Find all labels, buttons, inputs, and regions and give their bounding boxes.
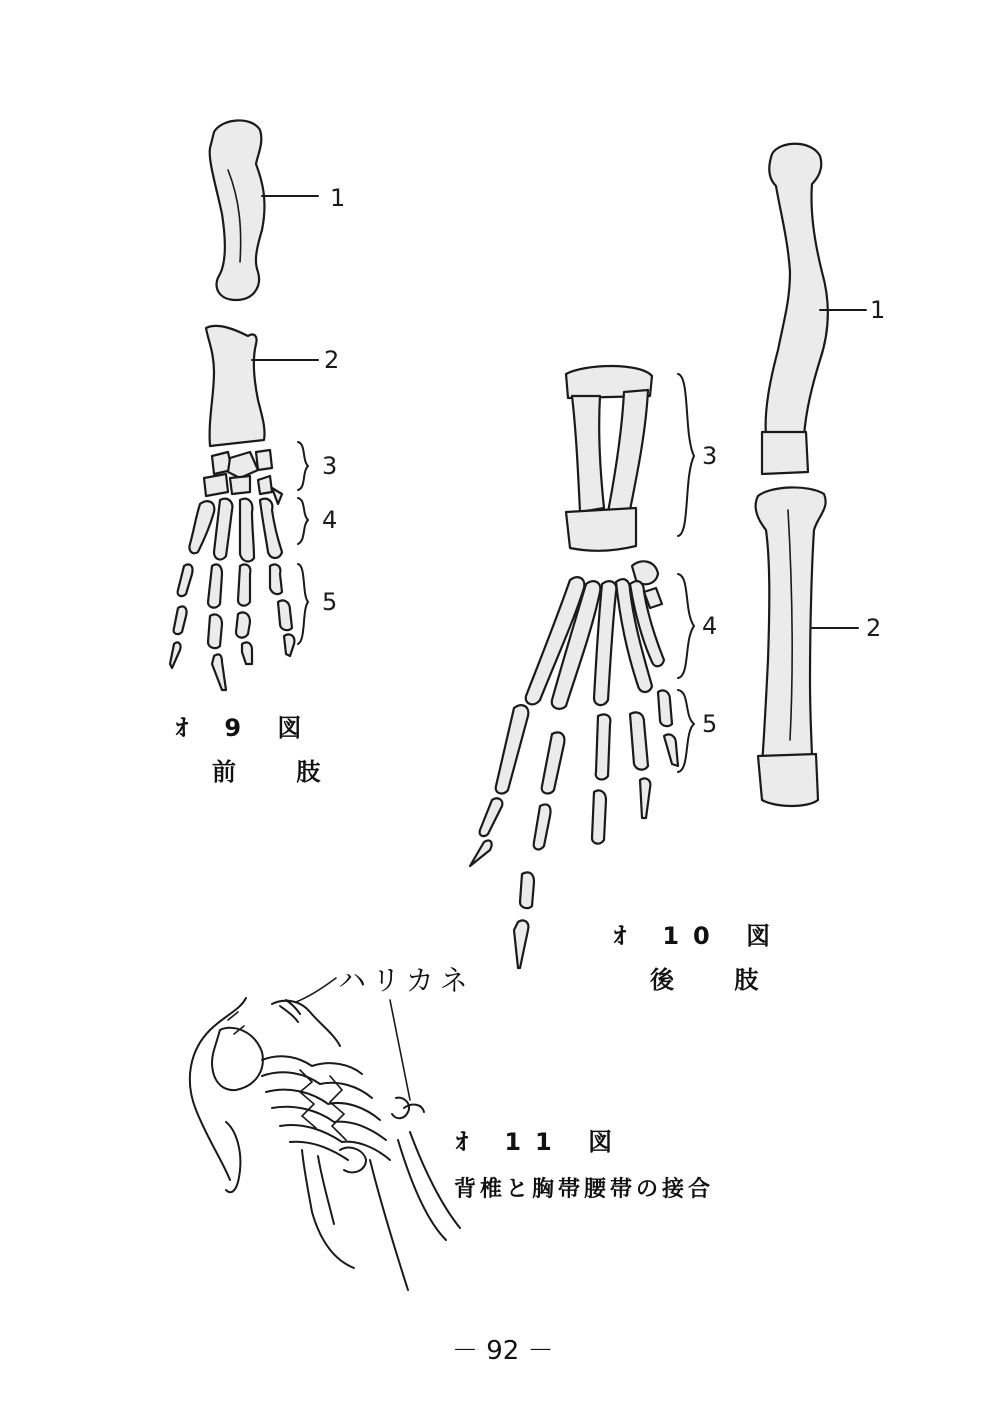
- fig10-label-1: 1: [870, 296, 886, 324]
- fig9-caption-title: 前 肢: [212, 758, 347, 786]
- fig10-label-2: 2: [866, 614, 882, 642]
- fig9-label-1: 1: [330, 184, 346, 212]
- fig11-wire-leader-right: [390, 1000, 410, 1100]
- fig9-label-4: 4: [322, 506, 338, 534]
- page-number: － 92 －: [452, 1336, 554, 1366]
- fig10-caption-title: 後 肢: [650, 966, 785, 994]
- fig11-girdle-outline: [190, 998, 340, 1192]
- fig9-label-3: 3: [322, 452, 338, 480]
- fig9-caption-number: ｵ 9 図: [176, 714, 316, 742]
- fig11-vertebral-column: [262, 1056, 409, 1172]
- fig11-caption-title: 背椎と胸帯腰帯の接合: [454, 1177, 715, 1202]
- fig11-wire-label: ハリカネ: [338, 964, 474, 997]
- fig10-label-5: 5: [702, 710, 718, 738]
- fig9-label-5: 5: [322, 588, 338, 616]
- fig10-label-4: 4: [702, 612, 718, 640]
- fig10-caption-number: ｵ 10 図: [614, 922, 785, 950]
- fig11-wire-leader-left: [296, 978, 336, 1002]
- fig11-caption-number: ｵ 11 図: [456, 1128, 627, 1156]
- fig10-label-3: 3: [702, 442, 718, 470]
- fig9-label-2: 2: [324, 346, 340, 374]
